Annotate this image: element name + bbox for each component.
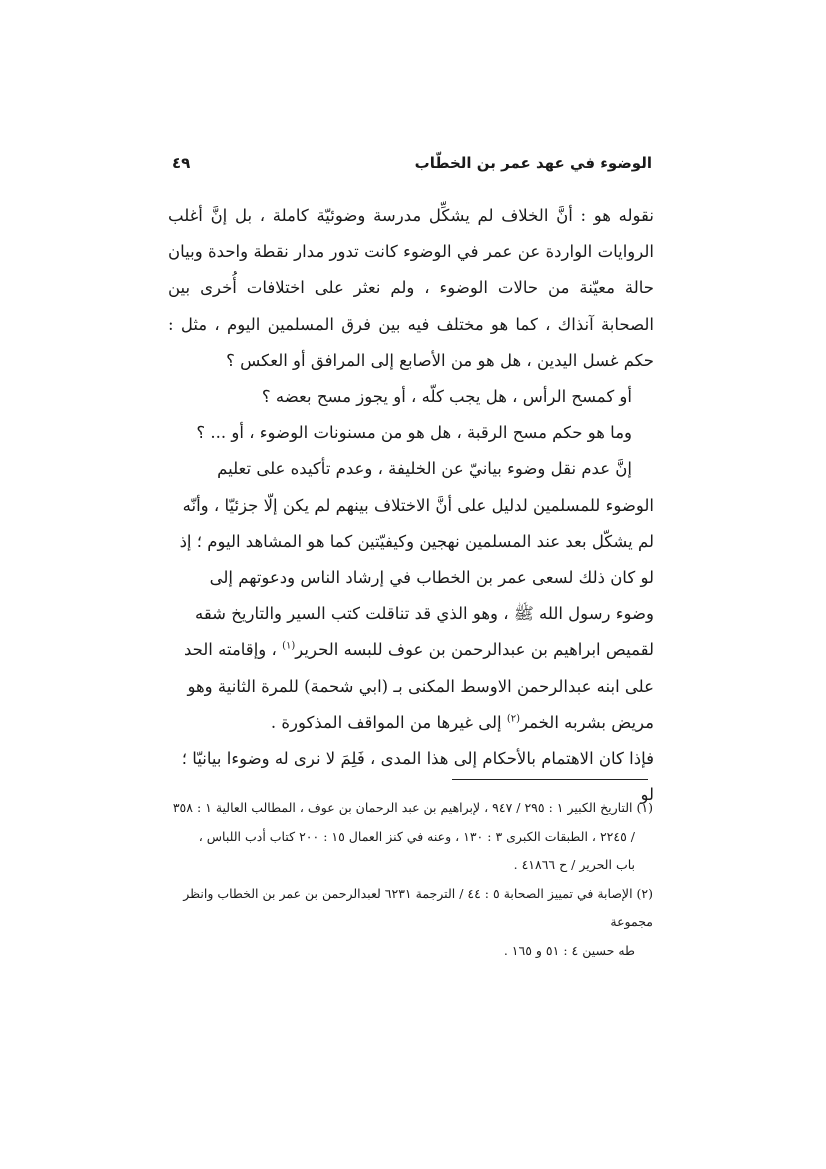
footnote-2-line-2: طه حسين ٤ : ٥١ و ١٦٥ . <box>503 942 635 958</box>
footnote-ref-2[interactable]: (٢) <box>506 713 520 725</box>
footnote-1-line-2: / ٢٢٤٥ ، الطبقات الكبرى ٣ : ١٣٠ ، وعنه في كنز العمال ١٥ : ٢٠٠ كتاب أدب اللباس ، <box>198 828 635 844</box>
paragraph-4-text-c: إلى غيرها من المواقف المذكورة . <box>270 712 507 732</box>
page-header <box>172 154 652 182</box>
paragraph-3: وما هو حكم مسح الرقبة ، هل هو من مسنونات الوضوء ، أو ... ؟ <box>196 423 632 443</box>
paragraph-1: نقوله هو : أنَّ الخلاف لم يشكِّل مدرسة وضوئيّة كاملة ، بل إنَّ أغلب الروايات الواردة عن عمر في الوضوء كانت تدور مدار نقطة واحدة وبيان حالة معيّنة من حالات الوضوء ، ولم نعثر على اختلافات أُخرى بين الصحابة آنذاك ، كما هو مختلف فيه بين فرق المسلمين اليوم ، مثل : حكم غسل اليدين ، هل هو من الأصابع إلى المرافق أو العكس ؟ <box>168 206 654 370</box>
paragraph-4-text-a: إنَّ عدم نقل وضوء بيانيّ عن الخليفة ، وعدم تأكيده على تعليم الوضوء للمسلمين لدليل على أنَّ الاختلاف بينهم لم يكن إلّا جزئيّا ، وأنّه لم يشكّل بعد عند المسلمين نهجين وكيفيّتين كما هو المشاهد اليوم ؛ إذ لو كان ذلك لسعى عمر بن الخطاب في إرشاد الناس ودعوتهم إلى وضوء رسول الله ﷺ ، وهو الذي قد تناقلت كتب السير والتاريخ شقه لقميص ابراهيم بن عبدالرحمن بن عوف للبسه الحرير <box>179 459 654 660</box>
paragraph-2: أو كمسح الرأس ، هل يجب كلّه ، أو يجوز مسح بعضه ؟ <box>261 387 632 407</box>
paragraph-5: فإذا كان الاهتمام بالأحكام إلى هذا المدى ، فَلِمَ لا نرى له وضوءا بيانيّا ؛ لو <box>181 749 654 805</box>
footnote-ref-1[interactable]: (١) <box>282 640 296 652</box>
footnotes <box>165 794 653 965</box>
running-title: الوضوء في عهد عمر بن الخطّاب <box>414 154 652 172</box>
footnote-2-line-1: (٢) الإصابة في تمييز الصحابة ٥ : ٤٤ / الترجمة ٦٢٣١ لعبدالرحمن بن عمر بن الخطاب وانظر مجموعة <box>183 885 653 929</box>
paragraph-4 <box>168 451 654 741</box>
page-number: ٤٩ <box>172 154 191 172</box>
footnote-divider <box>452 779 648 780</box>
footnote-1-line-1: (١) التاريخ الكبير ١ : ٢٩٥ / ٩٤٧ ، لإبراهيم بن عبد الرحمان بن عوف ، المطالب العالية ١ : ٣٥٨ <box>172 800 653 815</box>
main-text <box>168 198 654 813</box>
footnote-1-line-3: باب الحرير / ح ٤١٨٦٦ . <box>513 857 635 872</box>
paragraph-4-text-b: ، وإقامته الحد على ابنه عبدالرحمن الاوسط المكنى بـ (ابي شحمة) للمرة الثانية وهو مريض بشربه الخمر <box>183 640 654 732</box>
